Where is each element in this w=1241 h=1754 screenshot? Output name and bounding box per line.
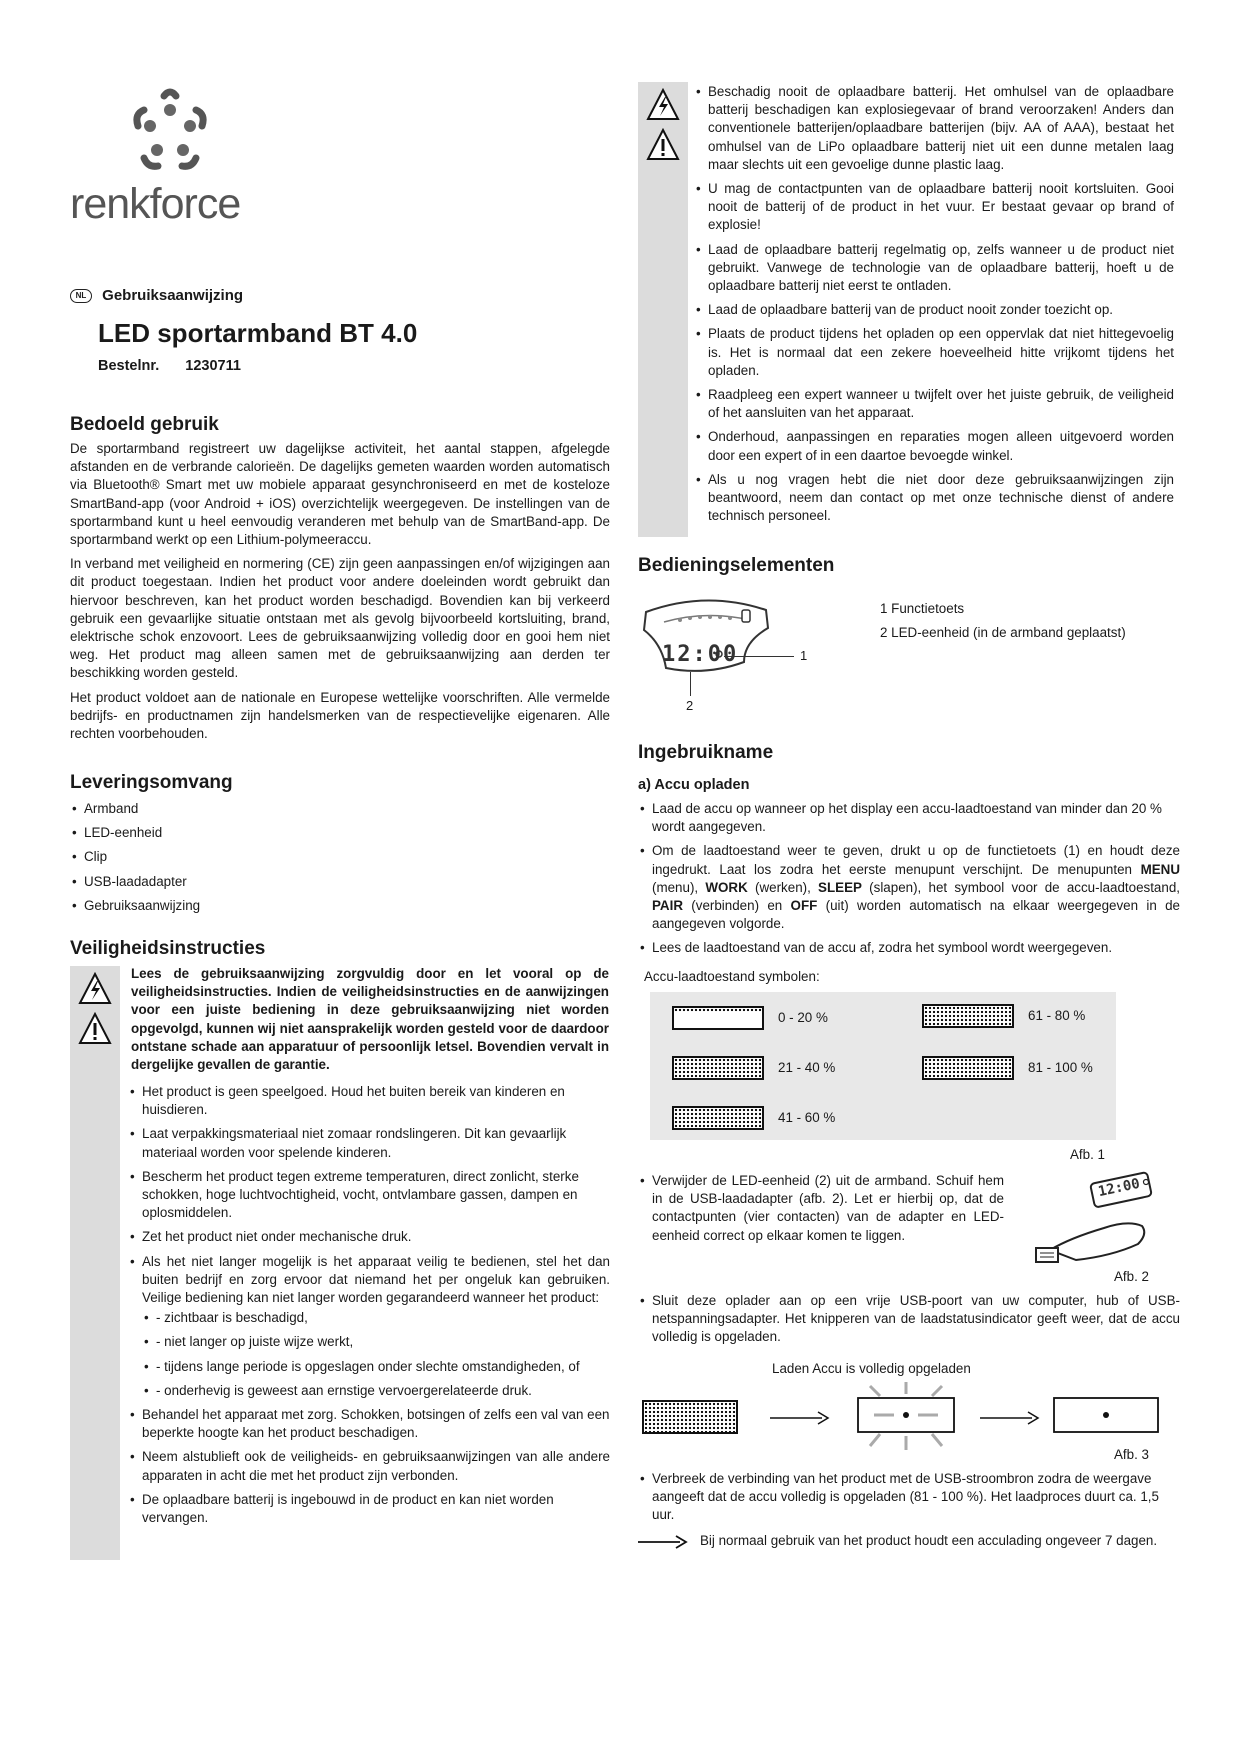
warning-icon [78, 1012, 112, 1046]
safety-list-left [128, 1083, 610, 1533]
battery-level-label: 61 - 80 % [1028, 1008, 1086, 1023]
safety-intro: Lees de gebruiksaanwijzing zorgvuldig door en let vooral op de veiligheidsinstructies. Indien de veiligheidsinstructies en de aanwijzingen voor een juiste bediening in deze gebruiksaanwijzing niet worden opgevolgd, kunnen wij niet aansprakelijk worden gesteld voor de daardoor ontstane schade aan apparatuur of persoonlijk letsel. Bovendien vervalt in dergelijke gevallen de garantie. [131, 966, 609, 1073]
subheading-charge: a) Accu opladen [638, 777, 750, 793]
menu-label: MENU [1140, 861, 1180, 877]
renkforce-logo-icon [70, 78, 270, 178]
text-run: (uit) worden automatisch na elkaar weergegeven in de aangegeven volgorde. [652, 898, 1180, 932]
sub-list-item: • - onderhevig is geweest aan ernstige vervoergerelateerde druk. [142, 1382, 610, 1400]
charging-sequence-figure [640, 1380, 1180, 1460]
intended-use-p3: Het product voldoet aan de nationale en Europese wettelijke voorschriften. Alle vermelde bedrijfs- en productnamen zijn handelsmerken van de respectievelijke eigenaren. Alle rechten voorbehouden. [70, 689, 610, 742]
sub-list [142, 1309, 610, 1400]
battery-level-row [922, 1004, 1086, 1033]
off-label: OFF [790, 898, 818, 914]
list-item: • Behandel het apparaat met zorg. Schokken, botsingen of zelfs een val van een beperkte hoogte kan het product beschadigen. [128, 1406, 610, 1442]
callout-1: 1 [800, 648, 808, 663]
brand-name: renkforce [70, 180, 241, 228]
charging-battery-icon [642, 1400, 738, 1434]
list-item: • Onderhoud, aanpassingen en reparaties mogen alleen uitgevoerd worden door een expert of in een daartoe bevoegde winkel. [694, 428, 1174, 464]
text-run: (menu), [652, 879, 706, 895]
list-item: • De oplaadbare batterij is ingebouwd in de product en kan niet worden vervangen. [128, 1491, 610, 1527]
intended-use-text [70, 440, 610, 743]
blinking-display-icon [846, 1380, 966, 1460]
figure-caption-3: Afb. 3 [1114, 1447, 1149, 1462]
list-item: • Laad de oplaadbare batterij regelmatig op, zelfs wanneer u de product niet gebruikt. Vanwege de technologie van de oplaadbare batterij, hoeft u de oplaadbare batterij niet eerst te ontladen. [694, 241, 1174, 296]
sport-band-icon [636, 592, 776, 682]
figure-caption-1: Afb. 1 [1070, 1147, 1105, 1162]
callout-line-2 [690, 672, 691, 696]
list-item: • Zet het product niet onder mechanische druk. [128, 1228, 610, 1246]
charged-display-icon [1052, 1396, 1162, 1436]
doc-type-row [70, 287, 243, 304]
section-heading-intended-use: Bedoeld gebruik [70, 414, 219, 435]
pair-label: PAIR [652, 898, 683, 914]
safety-sidebar-bar-right [638, 82, 688, 537]
battery-level-row [922, 1056, 1093, 1085]
callout-2: 2 [686, 698, 694, 713]
startup-list [638, 800, 1180, 964]
note-text: Bij normaal gebruik van het product houdt een acculading ongeveer 7 dagen. [700, 1533, 1158, 1548]
disconnect-list [638, 1470, 1180, 1531]
legend-item: 1 Functietoets [880, 601, 965, 616]
battery-level-label: 21 - 40 % [778, 1060, 836, 1075]
sub-list-item: • - zichtbaar is beschadigd, [142, 1309, 610, 1327]
list-item: • Plaats de product tijdens het opladen op een oppervlak dat niet hittegevoelig is. Het is normaal dat een zekere hoeveelheid hitte vrijkomt tijdens het opladen. [694, 325, 1174, 380]
arrow-right-icon [980, 1410, 1040, 1426]
list-item-text: Als het niet langer mogelijk is het apparaat veilig te bedienen, stel het dan buiten bedrijf en zorg ervoor dat niemand het per ongeluk kan gebruiken. Veilige bediening kan niet langer worden gegarandeerd wanneer het product: [142, 1253, 610, 1306]
order-number-row [98, 358, 241, 374]
list-item: • Verbreek de verbinding van het product met de USB-stroombron zodra de weergave aangeeft dat de accu volledig is opgeladen (81 - 100 %). Het laadproces duurt ca. 1,5 uur. [638, 1470, 1180, 1525]
sub-list-item: • - tijdens lange periode is opgeslagen onder slechte omstandigheden, of [142, 1358, 610, 1376]
list-item: • LED-eenheid [70, 824, 610, 842]
arrow-right-icon [770, 1410, 830, 1426]
battery-level-row [672, 1106, 836, 1135]
work-label: WORK [705, 879, 748, 895]
electric-hazard-icon [646, 88, 680, 122]
sleep-label: SLEEP [818, 879, 862, 895]
battery-level-row [672, 1006, 828, 1035]
list-item [638, 842, 1180, 933]
battery-symbols-figure [650, 992, 1116, 1140]
order-number: 1230711 [185, 358, 241, 374]
band-diagram [636, 592, 836, 722]
section-heading-delivery: Leveringsomvang [70, 772, 233, 793]
list-item: • Raadpleeg een expert wanneer u twijfelt over het juiste gebruik, de veiligheid of het aansluiten van het apparaat. [694, 386, 1174, 422]
list-item: • Sluit deze oplader aan op een vrije USB-poort van uw computer, hub of USB-netspanningsadapter. Het knipperen van de laadstatusindicator geeft weer, dat de accu volledig is opgeladen. [638, 1292, 1180, 1347]
list-item: • Beschadig nooit de oplaadbare batterij. Het omhulsel van de oplaadbare batterij beschadigen kan explosiegevaar of brand veroorzaken! Anders dan conventionele batterijen/oplaadbare batterijen (bijv. AA of AAA), bestaat het omhulsel van de LiPo oplaadbare batterij niet uit een dunne metalen laag maar slechts uit een gevoelige dunne plastic laag. [694, 83, 1174, 174]
page-title: LED sportarmband BT 4.0 [98, 318, 418, 348]
symbols-label: Accu-laadtoestand symbolen: [644, 969, 820, 984]
battery-level-row [672, 1056, 836, 1085]
doc-type: Gebruiksaanwijzing [102, 287, 244, 304]
list-item: • Armband [70, 800, 610, 818]
delivery-list [70, 800, 610, 921]
legend-item: 2 LED-eenheid (in de armband geplaatst) [880, 625, 1126, 641]
list-item: • Verwijder de LED-eenheid (2) uit de armband. Schuif hem in de USB-laadadapter (afb. 2). Let er hierbij op, dat de contactpunten (vier contacten) van de adapter en LED-eenheid correct op elkaar komen te liggen. [638, 1172, 1004, 1245]
list-item: • Laat verpakkingsmateriaal niet zomaar rondslingeren. Dit kan gevaarlijk materiaal worden voor spelende kinderen. [128, 1125, 610, 1161]
text-run: (verbinden) en [683, 898, 791, 914]
section-heading-safety: Veiligheidsinstructies [70, 938, 266, 959]
list-item: • Het product is geen speelgoed. Houd het buiten bereik van kinderen en huisdieren. [128, 1083, 610, 1119]
usb-adapter-figure [1030, 1168, 1170, 1278]
battery-level-label: 0 - 20 % [778, 1010, 828, 1025]
battery-level-label: 41 - 60 % [778, 1110, 836, 1125]
controls-legend [880, 600, 1180, 642]
list-item: • Als u nog vragen hebt die niet door deze gebruiksaanwijzingen zijn beantwoord, neem dan contact op met onze technische dienst of andere technisch personeel. [694, 471, 1174, 526]
list-item: • Bescherm het product tegen extreme temperaturen, direct zonlicht, sterke schokken, hoge luchtvochtigheid, vocht, ontvlambare gassen, dampen en oplosmiddelen. [128, 1168, 610, 1223]
figure3-caption: Laden Accu is volledig opgeladen [772, 1361, 971, 1376]
text-run: Om de laadtoestand weer te geven, drukt u op de functietoets (1) en houdt deze ingedrukt. Laat los zodra het eerste menupunt verschijnt. De menupunten [652, 843, 1180, 877]
usb-step-list [638, 1172, 1004, 1251]
list-item: • Neem alstublieft ook de veiligheids- en gebruiksaanwijzingen van alle andere apparaten in acht die met het product zijn verbonden. [128, 1448, 610, 1484]
battery-61-80-icon [922, 1004, 1014, 1028]
section-heading-controls: Bedieningselementen [638, 555, 835, 576]
list-item: • Clip [70, 848, 610, 866]
list-item [128, 1253, 610, 1400]
safety-list-right [694, 83, 1174, 531]
usb-connect-list [638, 1292, 1180, 1353]
warning-icon [646, 128, 680, 162]
list-item: • Gebruiksaanwijzing [70, 897, 610, 915]
list-item: • Laad de oplaadbare batterij van de product nooit zonder toezicht op. [694, 301, 1174, 319]
intended-use-p2: In verband met veiligheid en normering (CE) zijn geen aanpassingen en/of wijzigingen aan dit product toegestaan. Indien het product voor andere doeleinden wordt gebruikt dan hiervoor beschreven, kan het product worden beschadigd. Bovendien kan bij verkeerd gebruik een gevaarlijke situatie ontstaan met als gevolg bijvoorbeeld kortsluiting, brand, elektrische schok enzovoort. Lees de gebruiksaanwijzing volledig door en gooi hem niet weg. Het product mag alleen samen met de gebruiksaanwijzing aan derden ter beschikking worden gesteld. [70, 556, 610, 681]
electric-hazard-icon [78, 972, 112, 1006]
list-item: • Laad de accu op wanneer op het display een accu-laadtoestand van minder dan 20 % wordt aangegeven. [638, 800, 1180, 836]
order-label: Bestelnr. [98, 358, 160, 374]
text-run: (slapen), het symbool voor de accu-laadtoestand, [861, 879, 1180, 895]
intended-use-p1: De sportarmband registreert uw dagelijkse activiteit, het aantal stappen, afgelegde afstanden en de verbrande calorieën. De dagelijks gemeten waarden worden automatisch via Bluetooth® Smart met uw mobiele apparaat gesynchroniseerd en met de kosteloze SmartBand-app (voor Android + iOS) overzichtelijk weergegeven. De instellingen van de sportarmband kunt u heel eenvoudig veranderen met behulp van de SmartBand-app. De sportarmband werkt op een Lithium-polymeeraccu. [70, 441, 610, 548]
callout-line-1 [724, 656, 794, 657]
safety-sidebar-bar [70, 966, 120, 1560]
brand-logo [70, 78, 270, 228]
section-heading-startup: Ingebruikname [638, 742, 774, 763]
usb-display-text: 12:00 [1096, 1175, 1142, 1201]
text-run: (werken), [747, 879, 819, 895]
battery-0-20-icon [672, 1006, 764, 1030]
language-badge: NL [70, 289, 92, 303]
list-item: • U mag de contactpunten van de oplaadbare batterij nooit kortsluiten. Gooi nooit de batterij of de product in het vuur. Er bestaat gevaar op brand of explosie! [694, 180, 1174, 235]
battery-level-label: 81 - 100 % [1028, 1060, 1093, 1075]
list-item: • USB-laadadapter [70, 873, 610, 891]
band-display-text: 12:00 [662, 642, 739, 667]
battery-21-40-icon [672, 1056, 764, 1080]
list-item: • Lees de laadtoestand van de accu af, zodra het symbool wordt weergegeven. [638, 939, 1180, 957]
battery-81-100-icon [922, 1056, 1014, 1080]
note-arrow-icon [638, 1534, 688, 1550]
sub-list-item: • - niet langer op juiste wijze werkt, [142, 1333, 610, 1351]
figure-caption-2: Afb. 2 [1114, 1269, 1149, 1284]
battery-41-60-icon [672, 1106, 764, 1130]
